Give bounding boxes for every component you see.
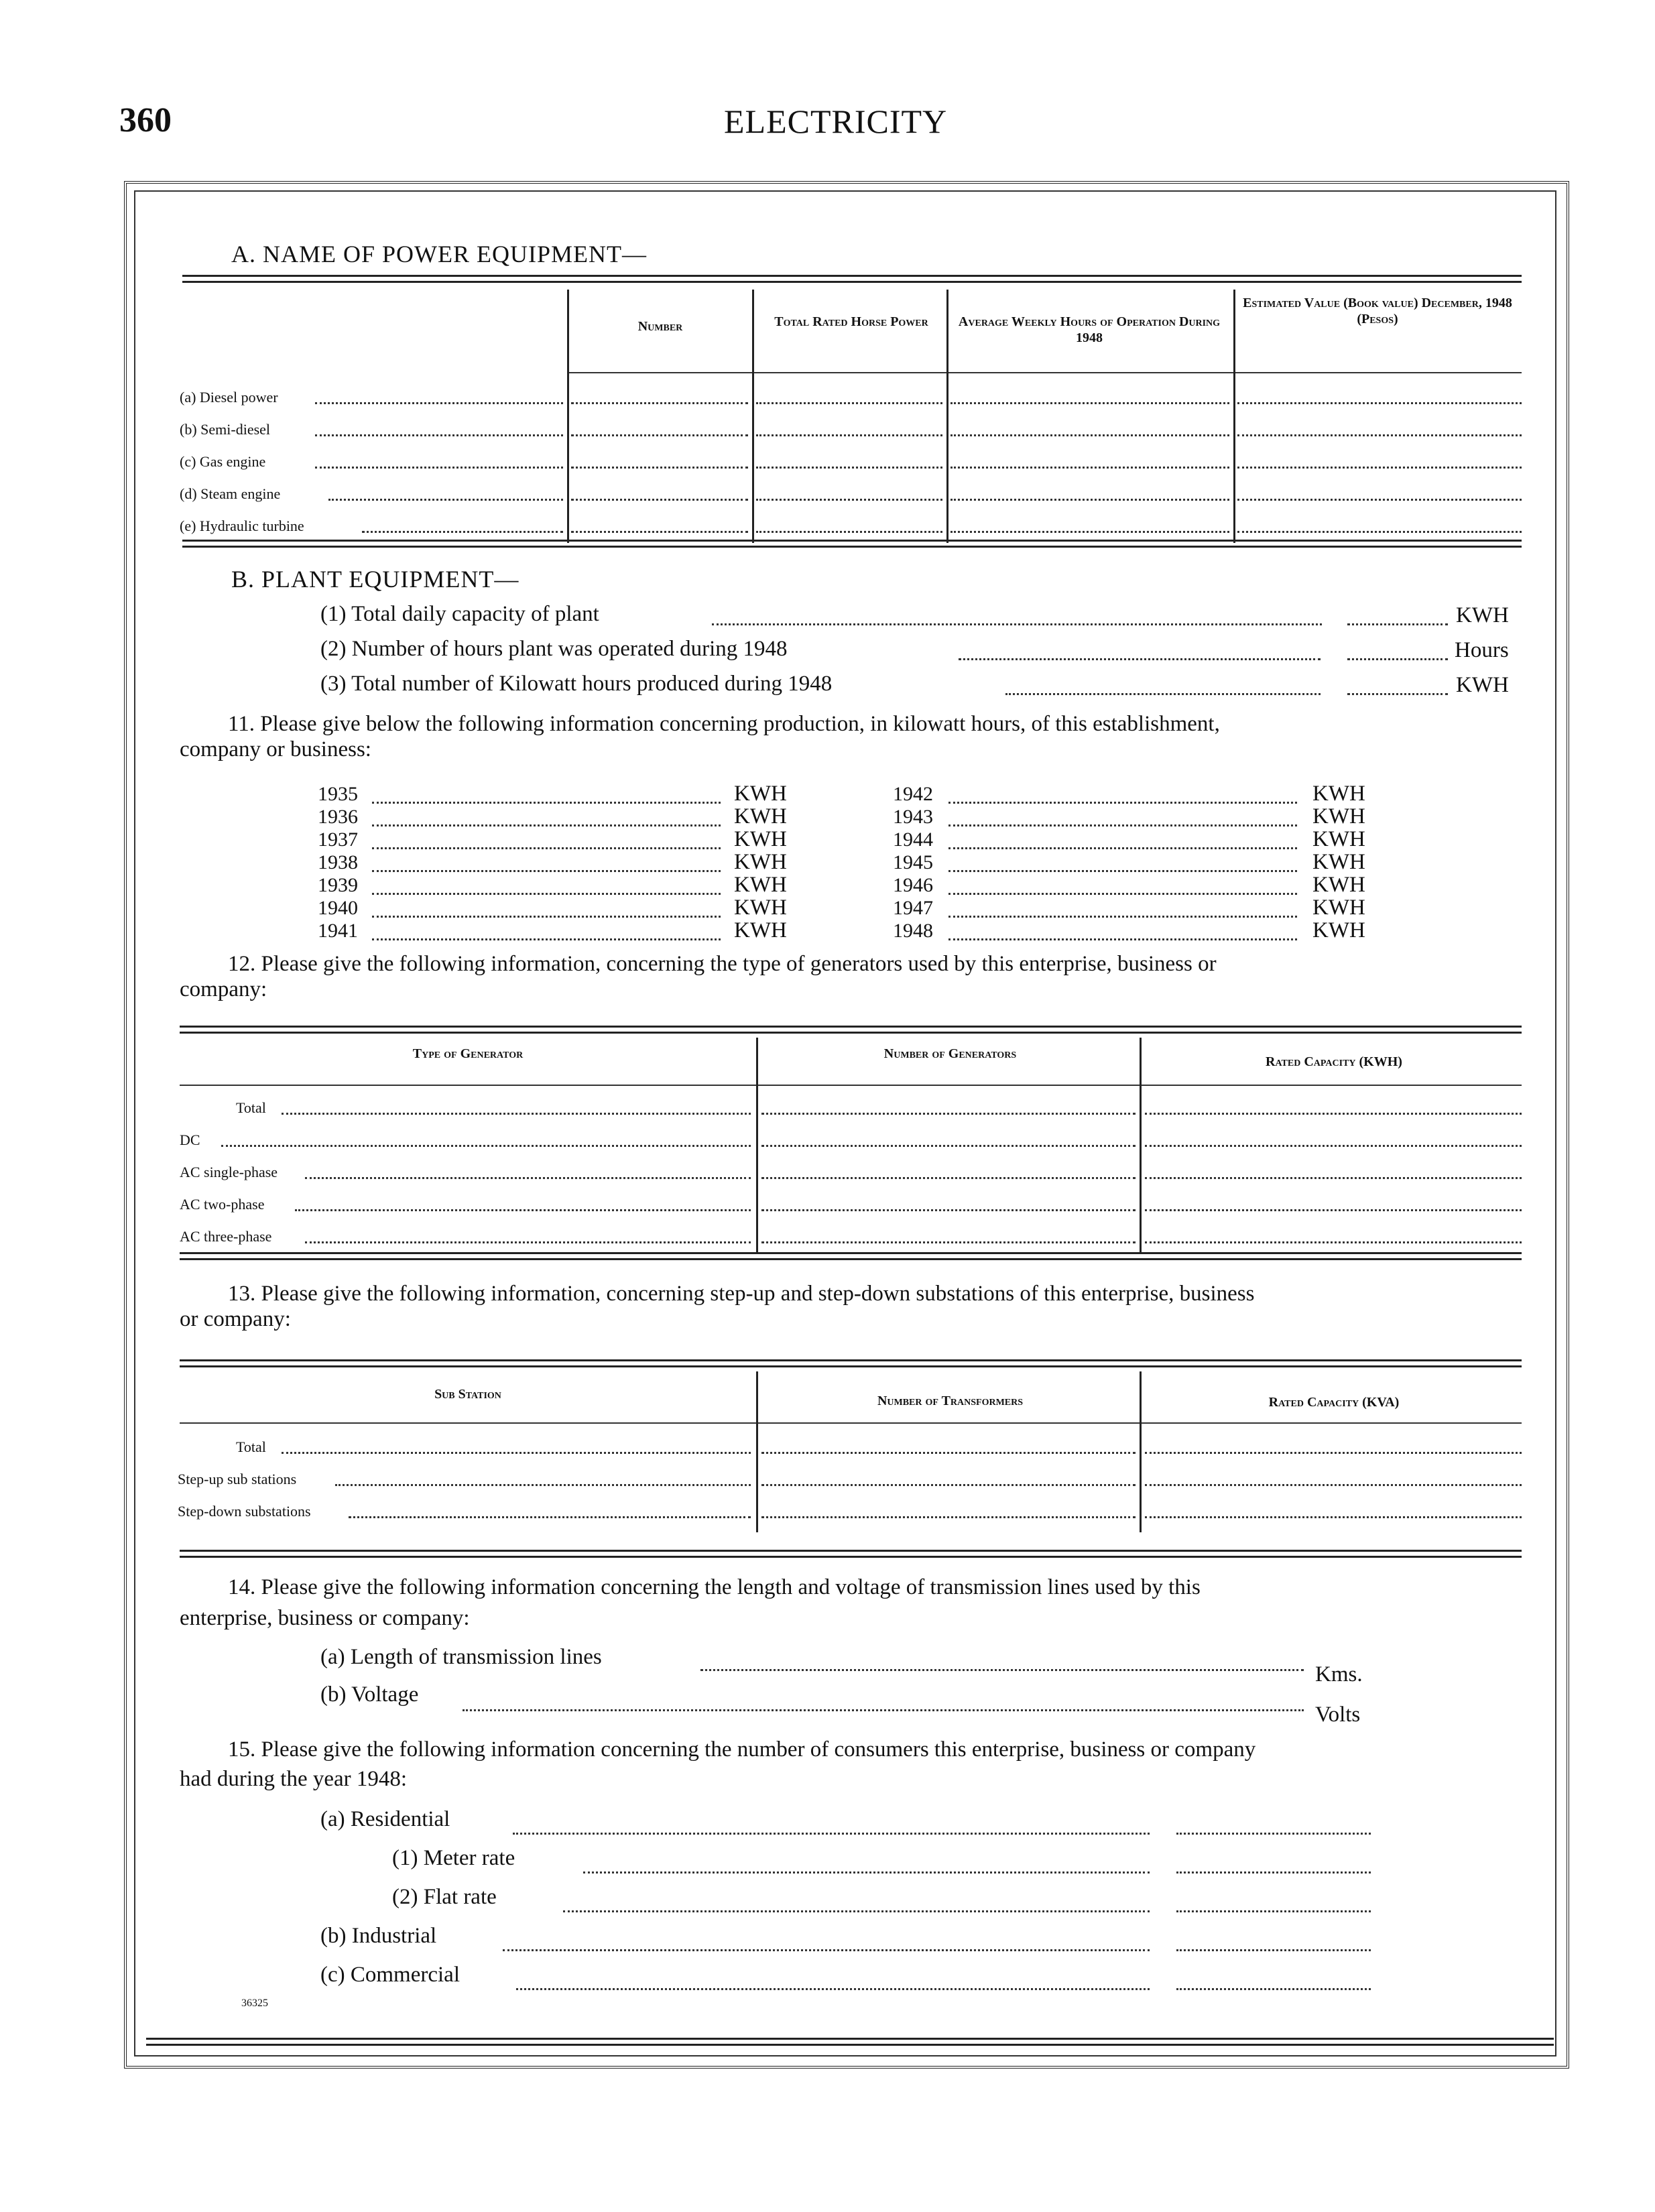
section-a-header-rule xyxy=(568,372,1522,373)
fill-field[interactable] xyxy=(761,1516,1136,1518)
q12-row-ac-two: AC two-phase xyxy=(180,1196,265,1213)
row-leader-dots xyxy=(305,1241,751,1243)
plant-hours-field[interactable] xyxy=(1347,658,1448,660)
q11-year-label: 1946 xyxy=(893,874,933,896)
row-leader-dots xyxy=(328,499,563,501)
q13-header-rule xyxy=(180,1422,1522,1424)
fill-field[interactable] xyxy=(951,499,1229,501)
fill-field[interactable] xyxy=(1145,1113,1522,1115)
q11-year-label: 1941 xyxy=(318,920,358,942)
q11-year-field[interactable] xyxy=(372,916,721,918)
q11-year-label: 1948 xyxy=(893,920,933,942)
q14-voltage-unit: Volts xyxy=(1315,1703,1361,1727)
fill-field[interactable] xyxy=(951,434,1229,436)
q11-year-field[interactable] xyxy=(372,893,721,895)
q11-year-field[interactable] xyxy=(372,870,721,872)
q12-vrule-2 xyxy=(1140,1038,1142,1253)
col-avg-weekly-hours: Average Weekly Hours of Operation During 1948 xyxy=(958,314,1221,345)
q14-text-line2: enterprise, business or company: xyxy=(180,1606,470,1630)
fill-field[interactable] xyxy=(756,499,942,501)
q11-year-unit: KWH xyxy=(734,873,787,897)
q12-text-line2: company: xyxy=(180,977,267,1001)
q11-year-field[interactable] xyxy=(948,893,1297,895)
fill-field[interactable] xyxy=(1145,1177,1522,1179)
row-leader-dots xyxy=(282,1113,751,1115)
q12-col-type: Type of Generator xyxy=(412,1046,524,1061)
col-estimated-value: Estimated Value (Book value) December, 1948 (Pesos) xyxy=(1243,296,1512,326)
plant-capacity-label: (1) Total daily capacity of plant xyxy=(320,602,599,626)
leader-dots xyxy=(503,1949,1150,1951)
plant-kwh-unit: KWH xyxy=(1456,673,1509,697)
q11-year-unit: KWH xyxy=(734,896,787,920)
row-diesel: (a) Diesel power xyxy=(180,389,278,406)
q14-length-unit: Kms. xyxy=(1315,1662,1363,1686)
q11-year-unit: KWH xyxy=(734,827,787,851)
q11-year-field[interactable] xyxy=(372,847,721,849)
plant-hours-unit: Hours xyxy=(1455,638,1509,662)
q13-text-line1: 13. Please give the following information, concerning step-up and step-down substations of this enterprise, business xyxy=(228,1282,1255,1306)
q15-text-line1: 15. Please give the following information concerning the number of consumers this enterprise, business or company xyxy=(228,1737,1256,1762)
q11-year-unit: KWH xyxy=(1312,873,1365,897)
fill-field[interactable] xyxy=(1237,402,1522,404)
q11-year-field[interactable] xyxy=(948,802,1297,804)
row-leader-dots xyxy=(282,1452,751,1454)
q11-year-field[interactable] xyxy=(372,802,721,804)
q11-year-label: 1940 xyxy=(318,897,358,919)
section-a-vrule-2 xyxy=(752,290,754,543)
row-leader-dots xyxy=(305,1177,751,1179)
q14-text-line1: 14. Please give the following information concerning the length and voltage of transmission lines used by this xyxy=(228,1575,1201,1599)
fill-field[interactable] xyxy=(761,1177,1136,1179)
fill-field[interactable] xyxy=(1237,499,1522,501)
q13-col-transformers: Number of Transformers xyxy=(877,1394,1024,1408)
q11-year-field[interactable] xyxy=(948,938,1297,940)
q11-year-label: 1942 xyxy=(893,783,933,805)
q11-year-label: 1947 xyxy=(893,897,933,919)
row-leader-dots xyxy=(315,467,563,469)
fill-field[interactable] xyxy=(571,531,748,533)
q15-flat-rate-label: (2) Flat rate xyxy=(392,1885,497,1909)
q11-year-label: 1936 xyxy=(318,806,358,828)
q11-year-label: 1937 xyxy=(318,828,358,851)
fill-field[interactable] xyxy=(1145,1452,1522,1454)
fill-field[interactable] xyxy=(756,434,942,436)
fill-field[interactable] xyxy=(951,531,1229,533)
fill-field[interactable] xyxy=(1145,1516,1522,1518)
q11-year-label: 1939 xyxy=(318,874,358,896)
q11-text-line2: company or business: xyxy=(180,737,371,761)
q14-length-label: (a) Length of transmission lines xyxy=(320,1645,602,1669)
q15-industrial-label: (b) Industrial xyxy=(320,1924,437,1948)
q11-year-label: 1943 xyxy=(893,806,933,828)
leader-dots xyxy=(583,1871,1150,1873)
q11-year-field[interactable] xyxy=(948,847,1297,849)
q15-industrial-field[interactable] xyxy=(1176,1949,1371,1951)
section-b-title: B. PLANT EQUIPMENT— xyxy=(231,566,519,593)
q11-year-field[interactable] xyxy=(948,916,1297,918)
q11-year-label: 1944 xyxy=(893,828,933,851)
q13-vrule-2 xyxy=(1140,1371,1142,1532)
fill-field[interactable] xyxy=(1145,1209,1522,1211)
q15-meter-rate-field[interactable] xyxy=(1176,1871,1371,1873)
fill-field[interactable] xyxy=(1237,434,1522,436)
q14-voltage-label: (b) Voltage xyxy=(320,1682,419,1707)
q14-length-field[interactable] xyxy=(700,1669,1304,1671)
q11-year-label: 1935 xyxy=(318,783,358,805)
q12-header-rule xyxy=(180,1085,1522,1086)
q15-commercial-field[interactable] xyxy=(1176,1988,1371,1990)
q13-row-step-down: Step-down substations xyxy=(178,1503,311,1520)
fill-field[interactable] xyxy=(756,531,942,533)
row-leader-dots xyxy=(315,434,563,436)
q11-year-unit: KWH xyxy=(1312,782,1365,806)
row-leader-dots xyxy=(315,402,563,404)
leader-dots xyxy=(563,1910,1150,1912)
fill-field[interactable] xyxy=(571,434,748,436)
q11-year-field[interactable] xyxy=(372,938,721,940)
row-steam-engine: (d) Steam engine xyxy=(180,485,281,502)
q15-text-line2: had during the year 1948: xyxy=(180,1767,408,1791)
page-title: ELECTRICITY xyxy=(724,103,948,140)
fill-field[interactable] xyxy=(1145,1241,1522,1243)
fill-field[interactable] xyxy=(571,467,748,469)
q11-year-unit: KWH xyxy=(1312,918,1365,942)
plant-hours-label: (2) Number of hours plant was operated during 1948 xyxy=(320,637,788,661)
col-number: Number xyxy=(637,319,683,334)
q11-text-line1: 11. Please give below the following information concerning production, in kilowatt hours, of this establishment, xyxy=(228,712,1220,736)
q13-row-step-up: Step-up sub stations xyxy=(178,1471,297,1487)
q11-year-unit: KWH xyxy=(734,918,787,942)
fill-field[interactable] xyxy=(1237,531,1522,533)
q12-row-ac-single: AC single-phase xyxy=(180,1164,278,1180)
q11-year-unit: KWH xyxy=(734,782,787,806)
fill-field[interactable] xyxy=(761,1145,1136,1147)
fill-field[interactable] xyxy=(1237,467,1522,469)
leader-dots xyxy=(959,658,1321,660)
fill-field[interactable] xyxy=(951,467,1229,469)
col-total-rated-hp: Total Rated Horse Power xyxy=(774,314,928,329)
q12-text-line1: 12. Please give the following information, concerning the type of generators used by this enterprise, business or xyxy=(228,952,1217,976)
fill-field[interactable] xyxy=(761,1209,1136,1211)
fill-field[interactable] xyxy=(756,467,942,469)
fill-field[interactable] xyxy=(571,402,748,404)
q15-commercial-label: (c) Commercial xyxy=(320,1963,460,1987)
q12-row-total: Total xyxy=(236,1099,266,1116)
q13-row-total: Total xyxy=(236,1438,266,1455)
row-leader-dots xyxy=(221,1145,751,1147)
q12-vrule-1 xyxy=(756,1038,758,1253)
section-a-vrule-3 xyxy=(946,290,948,543)
section-a-top-rule xyxy=(182,275,1522,283)
section-a-vrule-4 xyxy=(1233,290,1235,543)
q12-row-ac-three: AC three-phase xyxy=(180,1228,272,1245)
section-a-title: A. NAME OF POWER EQUIPMENT— xyxy=(231,241,647,267)
row-leader-dots xyxy=(362,531,563,533)
form-bottom-rule xyxy=(146,2038,1554,2046)
fill-field[interactable] xyxy=(951,402,1229,404)
q13-col-rated: Rated Capacity (KVA) xyxy=(1268,1395,1400,1410)
fill-field[interactable] xyxy=(761,1452,1136,1454)
leader-dots xyxy=(513,1833,1150,1835)
q11-year-unit: KWH xyxy=(1312,827,1365,851)
q11-year-unit: KWH xyxy=(1312,896,1365,920)
plant-capacity-field[interactable] xyxy=(1347,623,1448,625)
q13-col-substation: Sub Station xyxy=(434,1387,501,1402)
row-semi-diesel: (b) Semi-diesel xyxy=(180,421,271,438)
q11-year-field[interactable] xyxy=(948,870,1297,872)
page-number: 360 xyxy=(119,101,172,139)
q11-year-field[interactable] xyxy=(948,824,1297,826)
fill-field[interactable] xyxy=(571,499,748,501)
q11-year-field[interactable] xyxy=(372,824,721,826)
q15-residential-field[interactable] xyxy=(1176,1833,1371,1835)
q15-residential-label: (a) Residential xyxy=(320,1807,450,1831)
q12-row-dc: DC xyxy=(180,1131,200,1148)
q11-year-label: 1945 xyxy=(893,851,933,873)
form-code: 36325 xyxy=(241,1998,268,2009)
q13-vrule-1 xyxy=(756,1371,758,1532)
section-a-bottom-rule xyxy=(182,540,1522,548)
q13-bottom-rule xyxy=(180,1550,1522,1558)
row-leader-dots xyxy=(335,1484,751,1486)
fill-field[interactable] xyxy=(1145,1145,1522,1147)
plant-capacity-unit: KWH xyxy=(1456,603,1509,627)
fill-field[interactable] xyxy=(761,1484,1136,1486)
fill-field[interactable] xyxy=(761,1113,1136,1115)
row-gas-engine: (c) Gas engine xyxy=(180,453,266,470)
q15-meter-rate-label: (1) Meter rate xyxy=(392,1846,515,1870)
plant-kwh-label: (3) Total number of Kilowatt hours produced during 1948 xyxy=(320,672,833,696)
q12-col-number: Number of Generators xyxy=(883,1046,1017,1061)
section-a-vrule-1 xyxy=(567,290,569,543)
q15-flat-rate-field[interactable] xyxy=(1176,1910,1371,1912)
q11-year-unit: KWH xyxy=(734,804,787,828)
row-hydraulic-turbine: (e) Hydraulic turbine xyxy=(180,517,304,534)
q14-voltage-field[interactable] xyxy=(463,1709,1304,1711)
leader-dots xyxy=(516,1988,1150,1990)
row-leader-dots xyxy=(295,1209,751,1211)
fill-field[interactable] xyxy=(1145,1484,1522,1486)
q11-year-unit: KWH xyxy=(1312,804,1365,828)
leader-dots xyxy=(1005,693,1321,695)
row-leader-dots xyxy=(349,1516,751,1518)
q12-top-rule xyxy=(180,1026,1522,1034)
q12-col-rated: Rated Capacity (KWH) xyxy=(1266,1054,1402,1069)
q11-year-unit: KWH xyxy=(734,850,787,874)
q13-top-rule xyxy=(180,1359,1522,1367)
leader-dots xyxy=(712,623,1322,625)
q12-bottom-rule xyxy=(180,1252,1522,1260)
q11-year-label: 1938 xyxy=(318,851,358,873)
q11-year-unit: KWH xyxy=(1312,850,1365,874)
fill-field[interactable] xyxy=(761,1241,1136,1243)
fill-field[interactable] xyxy=(756,402,942,404)
q13-text-line2: or company: xyxy=(180,1307,291,1331)
plant-kwh-field[interactable] xyxy=(1347,693,1448,695)
